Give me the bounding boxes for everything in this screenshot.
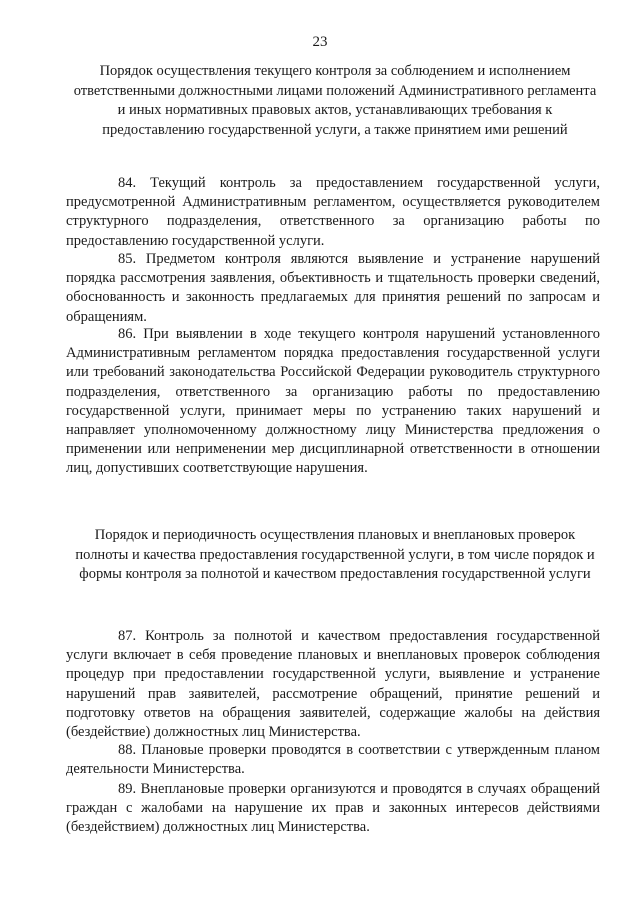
paragraph-88: 88. Плановые проверки проводятся в соответствии с утвержденным планом деятельности Министерства. — [66, 742, 600, 778]
section-heading-current-control: Порядок осуществления текущего контроля за соблюдением и исполнением ответственными должностными лицами положений Административного регламента и иных нормативных правовых актов, устанавливающих требования к предоставлению государственной услуги, а также принятием ими решений — [73, 63, 597, 138]
page-number: 23 — [312, 34, 328, 50]
paragraph-85: 85. Предметом контроля являются выявление и устранение нарушений порядка рассмотрения заявления, объективность и тщательность проверки сведений, обоснованность и законность предлагаемых для принятия решений по запросам и обращениям. — [66, 251, 600, 325]
section-heading-inspections: Порядок и периодичность осуществления плановых и внеплановых проверок полноты и качества предоставления государственной услуги, в том числе порядок и формы контроля за полнотой и качеством предоставления государственной услуги — [75, 527, 595, 582]
paragraph-86: 86. При выявлении в ходе текущего контроля нарушений установленного Административным регламентом порядка предоставления государственной услуги или требований законодательства Российской Федерации руководитель структурного подразделения, ответственного за организацию работы по предоставлению государственной услуги, принимает меры по устранению таких нарушений и направляет уполномоченному должностному лицу Министерства предложения о применении или неприменении мер дисциплинарной ответственности в отношении лиц, допустивших соответствующие нарушения. — [66, 326, 600, 477]
paragraph-89: 89. Внеплановые проверки организуются и проводятся в случаях обращений граждан с жалобами на нарушение их прав и законных интересов действиями (бездействием) должностных лиц Министерства. — [66, 781, 600, 836]
paragraph-87: 87. Контроль за полнотой и качеством предоставления государственной услуги включает в себя проведение плановых и внеплановых проверок соблюдения процедур при предоставлении государственной услуги, выявление и устранение нарушений прав заявителей, рассмотрение обращений, принятие решений и подготовку ответов на обращения заявителей, содержащие жалобы на действия (бездействие) должностных лиц Министерства. — [66, 628, 600, 741]
paragraph-84: 84. Текущий контроль за предоставлением государственной услуги, предусмотренной Административным регламентом, осуществляется руководителем структурного подразделения, ответственного за организацию работы по предоставлению государственной услуги. — [66, 175, 600, 249]
